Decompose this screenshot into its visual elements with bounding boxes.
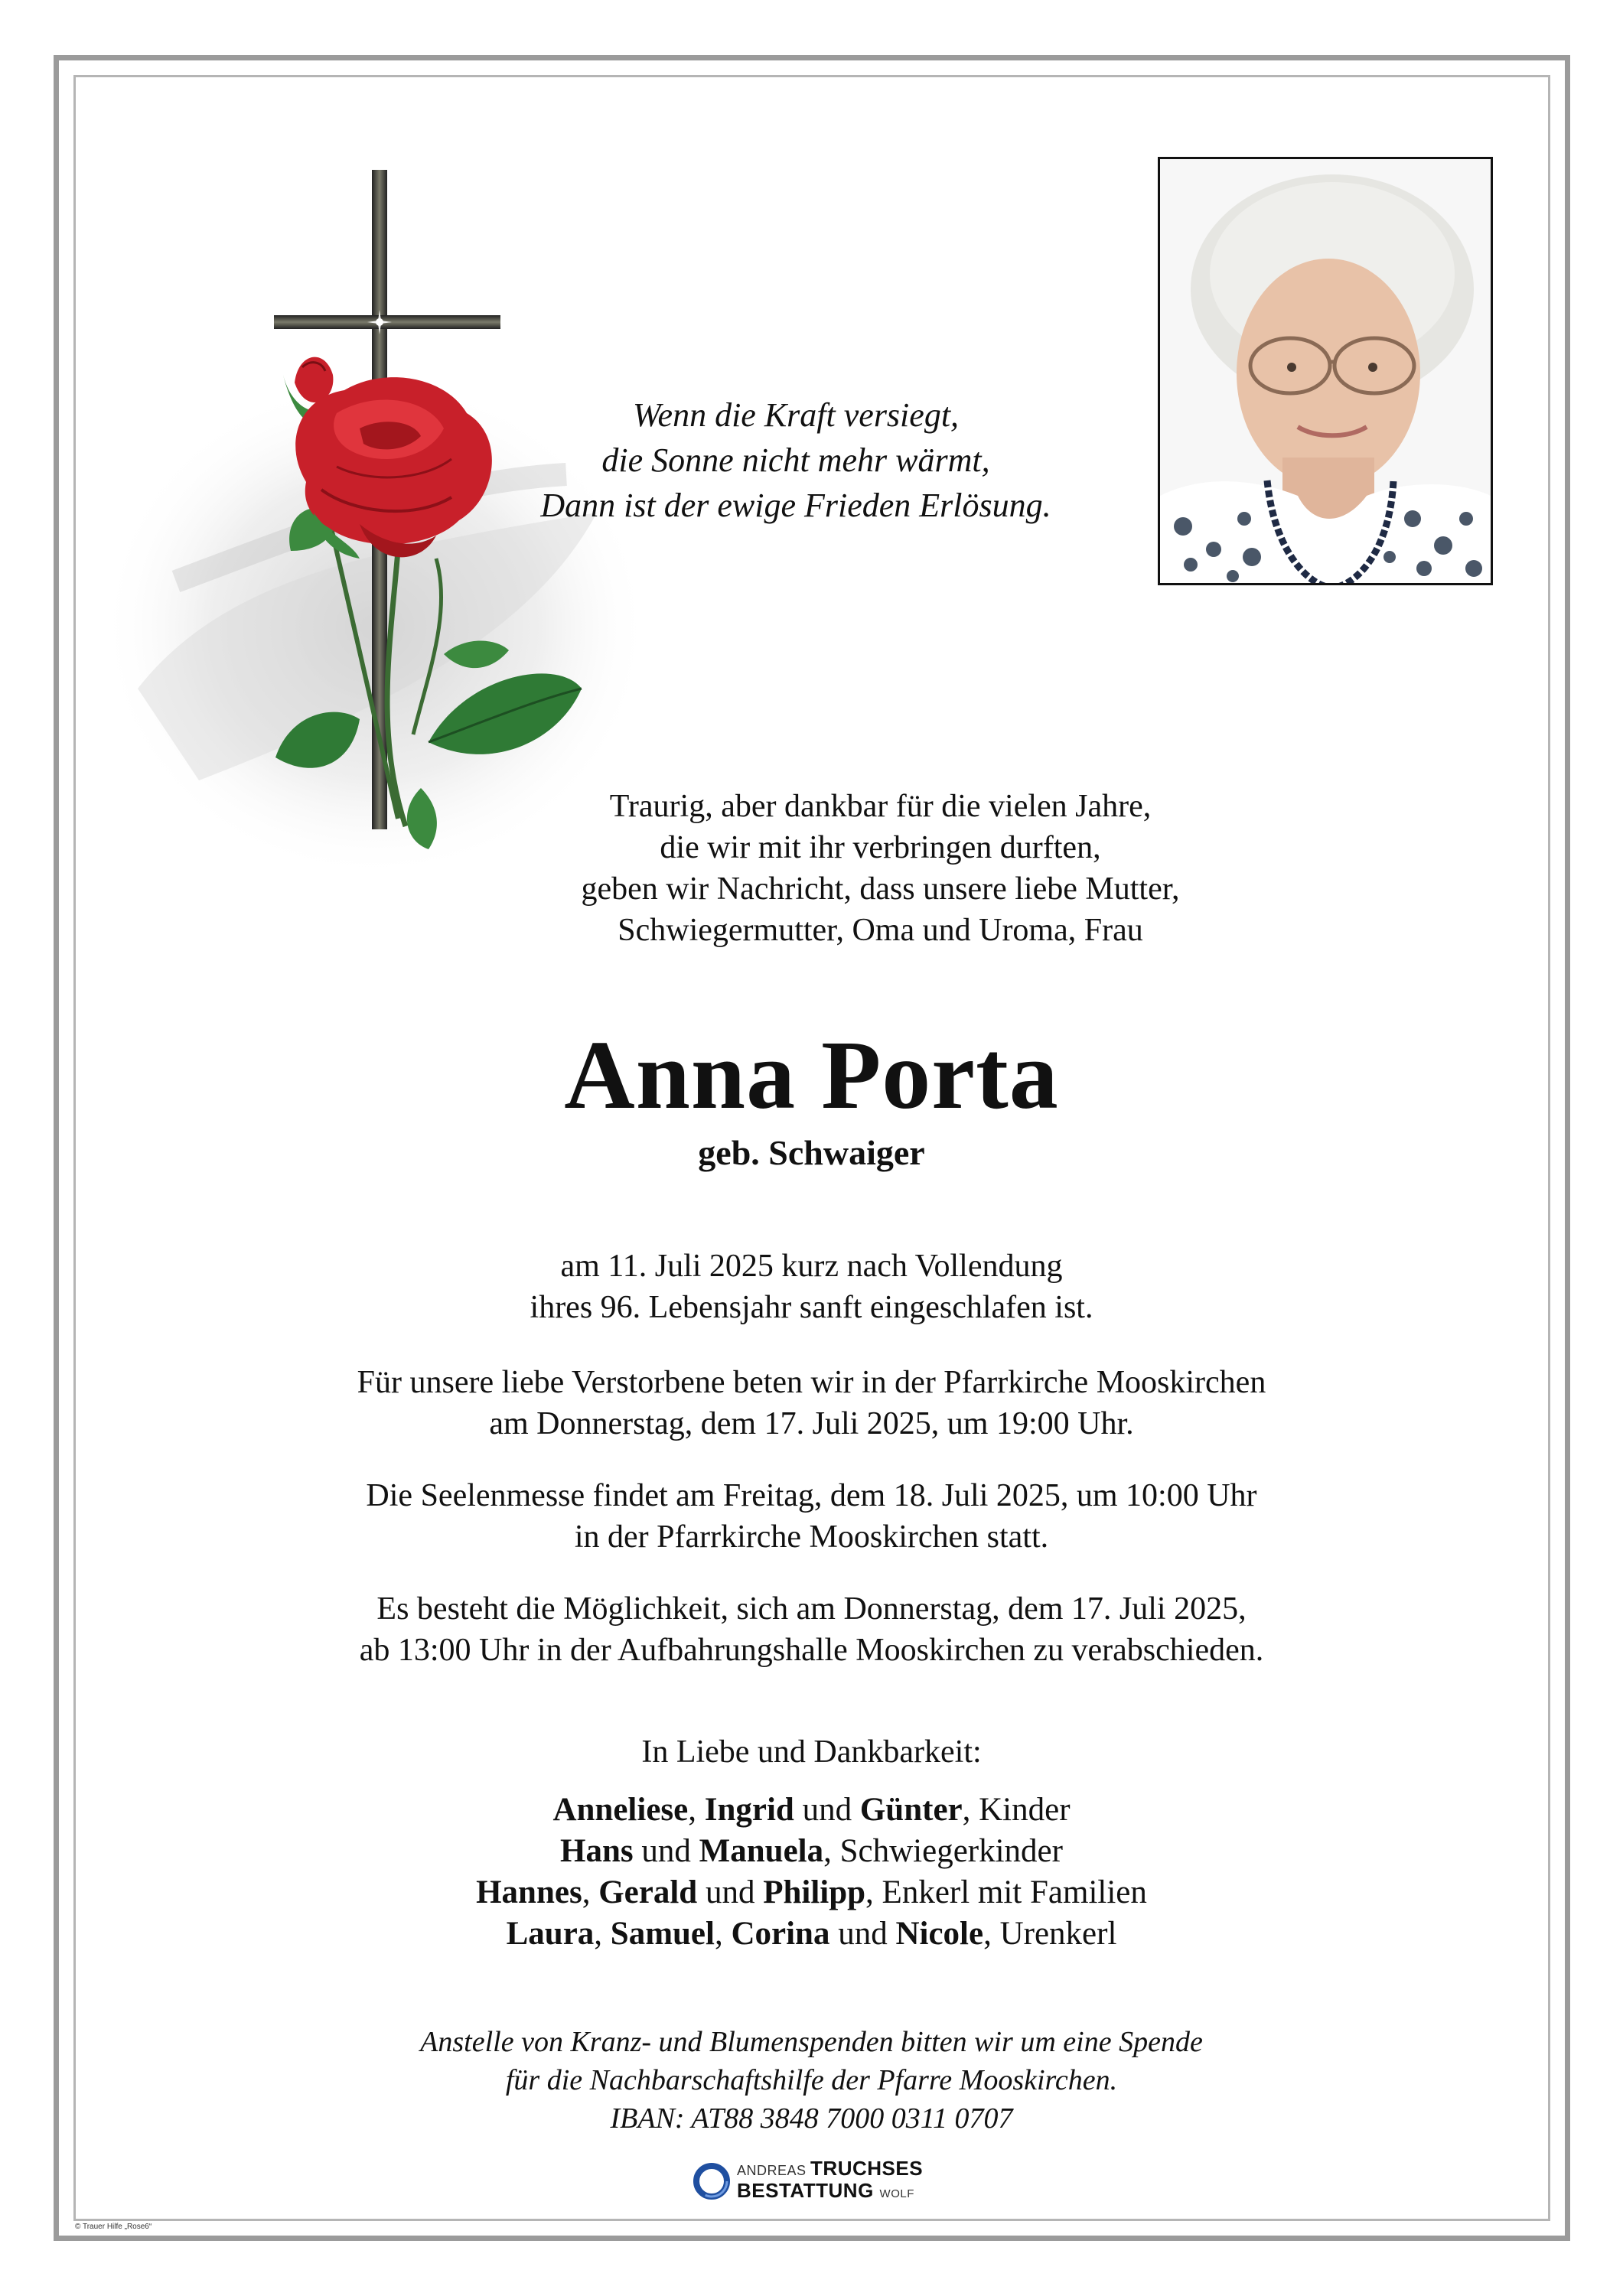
mourner-name: Manuela <box>699 1833 824 1869</box>
paragraph-line: Es besteht die Möglichkeit, sich am Donnerstag, dem 17. Juli 2025, <box>376 1591 1247 1627</box>
deceased-name: Anna Porta <box>564 1021 1059 1129</box>
paragraph-line: am Donnerstag, dem 17. Juli 2025, um 19:00 Uhr. <box>489 1406 1134 1441</box>
paragraph-line: in der Pfarrkirche Mooskirchen statt. <box>574 1519 1049 1555</box>
iban-line: IBAN: AT88 3848 7000 0311 0707 <box>610 2102 1013 2135</box>
mourner-name: Philipp <box>763 1874 866 1910</box>
separator: und <box>697 1874 764 1910</box>
death-notice-paragraph <box>0 1246 1623 1328</box>
quote-line: Dann ist der ewige Frieden Erlösung. <box>540 487 1051 524</box>
relation: , Kinder <box>962 1792 1071 1828</box>
mourner-name: Gerald <box>598 1874 698 1910</box>
intro-line: Traurig, aber dankbar für die vielen Jahre, <box>609 789 1152 824</box>
announcement-intro <box>0 786 1623 951</box>
logo-ring-icon <box>693 2162 731 2200</box>
separator: , <box>688 1792 705 1828</box>
copyright-note: © Trauer Hilfe „Rose6“ <box>75 2223 152 2231</box>
separator: und <box>633 1833 699 1869</box>
paragraph-line: Die Seelenmesse findet am Freitag, dem 18. Juli 2025, um 10:00 Uhr <box>366 1478 1257 1513</box>
donation-line: für die Nachbarschaftshilfe der Pfarre Mooskirchen. <box>505 2064 1118 2096</box>
mourners-line <box>0 1872 1623 1913</box>
farewell-paragraph <box>0 1588 1623 1671</box>
mourner-name: Corina <box>731 1916 830 1952</box>
intro-line: die wir mit ihr verbringen durften, <box>660 830 1101 865</box>
mourners-line <box>0 1913 1623 1955</box>
donation-request <box>0 2023 1623 2138</box>
portrait-photo <box>1158 157 1493 585</box>
maiden-name: geb. Schwaiger <box>698 1133 925 1172</box>
paragraph-line: ab 13:00 Uhr in der Aufbahrungshalle Mooskirchen zu verabschieden. <box>359 1633 1264 1668</box>
memorial-quote <box>490 392 1102 528</box>
separator: , <box>594 1916 611 1952</box>
logo-small-text: ANDREAS <box>737 2163 807 2178</box>
logo-brand-text: BESTATTUNG <box>737 2179 874 2202</box>
mourners-list <box>0 1790 1623 1955</box>
donation-line: Anstelle von Kranz- und Blumenspenden bitten wir um eine Spende <box>420 2026 1203 2058</box>
mourner-name: Günter <box>859 1792 963 1828</box>
logo-small-text: WOLF <box>879 2187 914 2200</box>
requiem-mass-paragraph <box>0 1475 1623 1558</box>
relation: , Schwiegerkinder <box>823 1833 1063 1869</box>
intro-line: Schwiegermutter, Oma und Uroma, Frau <box>618 913 1143 948</box>
mourners-line <box>0 1831 1623 1872</box>
quote-line: die Sonne nicht mehr wärmt, <box>601 441 990 479</box>
intro-line: geben wir Nachricht, dass unsere liebe Mutter, <box>581 871 1180 907</box>
mourner-name: Ingrid <box>704 1792 794 1828</box>
mourner-name: Hans <box>560 1833 634 1869</box>
quote-line: Wenn die Kraft versiegt, <box>632 396 960 434</box>
mourner-name: Laura <box>506 1916 595 1952</box>
mourner-name: Anneliese <box>552 1792 689 1828</box>
paragraph-line: am 11. Juli 2025 kurz nach Vollendung <box>560 1249 1063 1284</box>
paragraph-line: ihres 96. Lebensjahr sanft eingeschlafen ist. <box>530 1290 1093 1325</box>
mourner-name: Nicole <box>895 1916 984 1952</box>
separator: und <box>829 1916 896 1952</box>
logo-text <box>737 2158 923 2204</box>
separator: , <box>714 1916 732 1952</box>
separator: und <box>794 1792 860 1828</box>
separator: , <box>582 1874 599 1910</box>
mourners-heading: In Liebe und Dankbarkeit: <box>641 1734 982 1770</box>
mourner-name: Hannes <box>476 1874 582 1910</box>
relation: , Enkerl mit Familien <box>865 1874 1147 1910</box>
funeral-home-logo <box>693 2157 924 2203</box>
mourner-name: Samuel <box>610 1916 715 1952</box>
prayer-notice-paragraph <box>0 1362 1623 1444</box>
relation: , Urenkerl <box>983 1916 1117 1952</box>
paragraph-line: Für unsere liebe Verstorbene beten wir in der Pfarrkirche Mooskirchen <box>357 1365 1266 1400</box>
logo-brand-text: TRUCHSES <box>810 2157 924 2180</box>
mourners-line <box>0 1790 1623 1831</box>
